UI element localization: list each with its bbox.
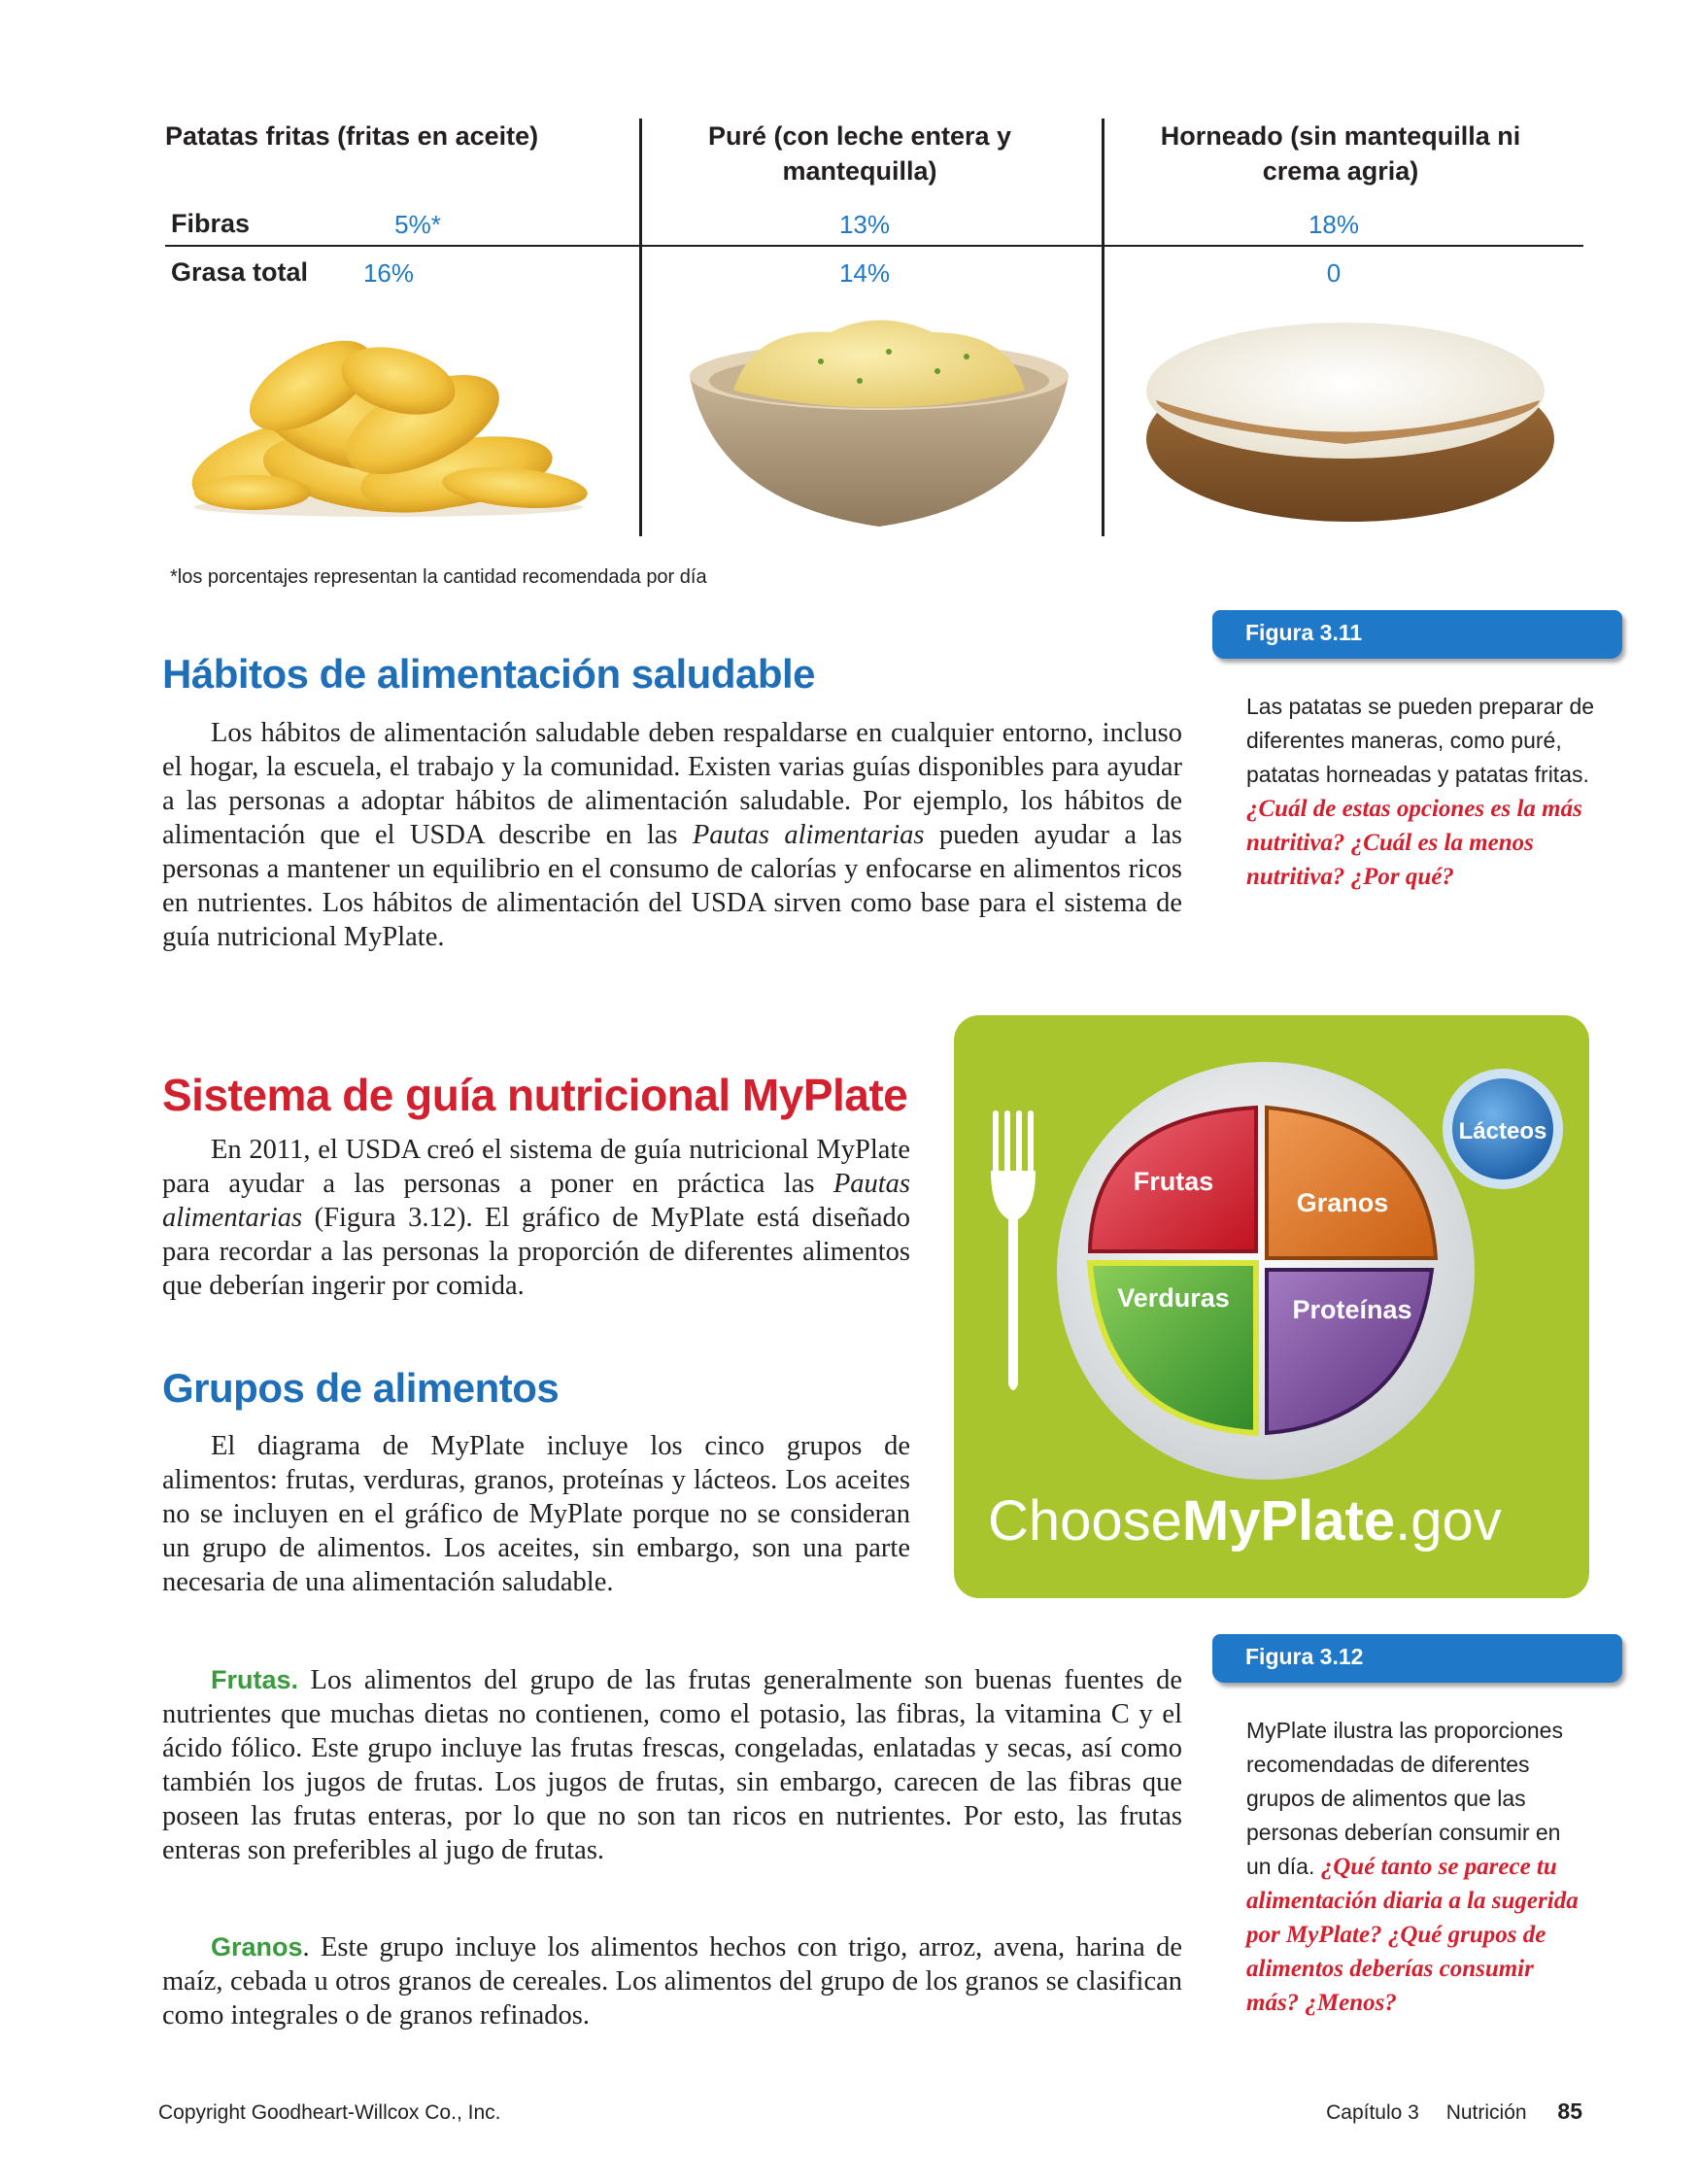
paragraph-habitos-emphasis: Pautas alimentarias (692, 820, 925, 850)
granos-lead: Granos (211, 1932, 303, 1962)
paragraph-habitos (162, 716, 1182, 954)
potato-comparison-table (165, 119, 1583, 536)
row-divider (165, 245, 1583, 247)
paragraph-myplate-part2: (Figura 3.12). El gráfico de MyPlate está diseñado para recordar a las personas la proporción de diferentes alimentos que deberían ingerir por comida. (162, 1203, 910, 1301)
row-label-grasa-total: Grasa total (171, 257, 309, 287)
baked-potato-image (1137, 308, 1564, 531)
logo-myplate-text: MyPlate (1181, 1489, 1396, 1553)
value-horneado-fibras: 18% (1308, 210, 1360, 239)
fork-icon (991, 1110, 1036, 1390)
paragraph-habitos-part1: Los hábitos de alimentación saludable deben respaldarse en cualquier entorno, incluso el hogar, la escuela, el trabajo y la comunidad. Existen varias guías disponibles para ayudar a las personas a adoptar hábitos de alimentación saludable. Por ejemplo, los hábitos de alimentación que el USDA describe en las (162, 718, 1182, 850)
myplate-graphic (954, 1015, 1589, 1598)
page-number: 85 (1557, 2099, 1582, 2124)
value-pure-fibras: 13% (838, 210, 891, 239)
heading-myplate-system: Sistema de guía nutricional MyPlate (162, 1070, 908, 1120)
footer-section: Nutrición (1445, 2101, 1527, 2124)
paragraph-habitos-part2: pueden ayudar a las personas a mantener un equilibrio en el consumo de calorías y enfocarse en alimentos ricos en nutrientes. Los hábitos de alimentación del USDA sirven como base para el sistema de guía nutricional MyPlate. (162, 820, 1182, 952)
figure-3-11-tab (1212, 610, 1622, 659)
paragraph-grupos-text: El diagrama de MyPlate incluye los cinco grupos de alimentos: frutas, verduras, granos, proteínas y lácteos. Los aceites no se incluyen en el gráfico de MyPlate porque no se consideran un grupo de alimentos. Los aceites, sin embargo, son una parte necesaria de una alimentación saludable. (162, 1431, 910, 1597)
proteinas-label: Proteínas (1292, 1295, 1412, 1324)
mashed-potatoes-image (675, 308, 1083, 536)
value-fritas-fibras: 5%* (394, 210, 441, 239)
figure-3-11-caption (1246, 690, 1615, 894)
granos-label: Granos (1296, 1188, 1389, 1217)
verduras-label: Verduras (1117, 1283, 1230, 1313)
myplate-illustration (954, 1015, 1589, 1598)
figure-3-12-caption (1246, 1714, 1586, 2020)
figure-3-12-tab (1212, 1634, 1622, 1683)
heading-habitos: Hábitos de alimentación saludable (162, 651, 816, 697)
choosemyplate-logo (988, 1489, 1502, 1553)
column-header-pure: Puré (con leche entera y mantequilla) (707, 121, 1012, 186)
column-divider (639, 119, 642, 536)
figure-3-12-question: ¿Qué tanto se parece tu alimentación diaria a la sugerida por MyPlate? ¿Qué grupos de alimentos deberías consumir más? ¿Menos? (1246, 1854, 1579, 2016)
frutas-label: Frutas (1133, 1167, 1214, 1196)
row-label-fibras: Fibras (171, 209, 251, 238)
column-header-fritas: Patatas fritas (fritas en aceite) (165, 121, 539, 151)
value-fritas-grasa: 16% (362, 258, 415, 288)
frutas-text: Los alimentos del grupo de las frutas generalmente son buenas fuentes de nutrientes que muchas dietas no contienen, como el potasio, las fibras, la vitamina C y el ácido fólico. Este grupo incluye las frutas frescas, congeladas, enlatadas y secas, así como también los jugos de frutas. Los jugos de frutas, sin embargo, carecen de las fibras que poseen las frutas enteras, por lo que no son tan ricos en nutrientes. Por esto, las frutas enteras son preferibles al jugo de frutas. (162, 1665, 1182, 1865)
paragraph-frutas (162, 1663, 1182, 1867)
heading-grupos: Grupos de alimentos (162, 1365, 560, 1411)
paragraph-grupos (162, 1429, 910, 1599)
paragraph-myplate-emphasis: Pautas alimentarias (162, 1169, 910, 1233)
paragraph-myplate-part1: En 2011, el USDA creó el sistema de guía nutricional MyPlate para ayudar a las personas a poner en práctica las (162, 1135, 910, 1199)
footer-copyright: Copyright Goodheart-Willcox Co., Inc. (158, 2101, 501, 2124)
column-divider (1102, 119, 1104, 536)
lacteos-label: Lácteos (1458, 1118, 1547, 1144)
paragraph-myplate-system (162, 1133, 910, 1303)
figure-3-12-text: MyPlate ilustra las proporciones recomendadas de diferentes grupos de alimentos que las personas deberían consumir en un día. (1246, 1718, 1563, 1879)
granos-text: . Este grupo incluye los alimentos hechos con trigo, arroz, avena, harina de maíz, cebada u otros granos de cereales. Los alimentos del grupo de los granos se clasifican como integrales o de granos refinados. (162, 1932, 1182, 2030)
logo-choose-text: Choose (988, 1489, 1182, 1553)
footer-page-info (1326, 2099, 1582, 2125)
frutas-lead: Frutas. (211, 1665, 299, 1694)
potato-chips-image (165, 327, 612, 522)
figure-3-11-label: Figura 3.11 (1245, 620, 1363, 645)
column-header-horneado: Horneado (sin mantequilla ni crema agria) (1160, 121, 1521, 186)
figure-3-11-question: ¿Cuál de estas opciones es la más nutritiva? ¿Cuál es la menos nutritiva? ¿Por qué? (1246, 796, 1582, 890)
figure-3-12-label: Figura 3.12 (1245, 1644, 1364, 1669)
paragraph-granos (162, 1930, 1182, 2032)
table-footnote: *los porcentajes representan la cantidad recomendada por día (170, 566, 707, 588)
value-horneado-grasa: 0 (1326, 258, 1342, 288)
footer-chapter: Capítulo 3 (1326, 2101, 1419, 2124)
figure-3-11-text: Las patatas se pueden preparar de diferentes maneras, como puré, patatas horneadas y patatas fritas. (1246, 694, 1595, 787)
value-pure-grasa: 14% (838, 258, 891, 288)
logo-gov-text: .gov (1395, 1489, 1502, 1553)
